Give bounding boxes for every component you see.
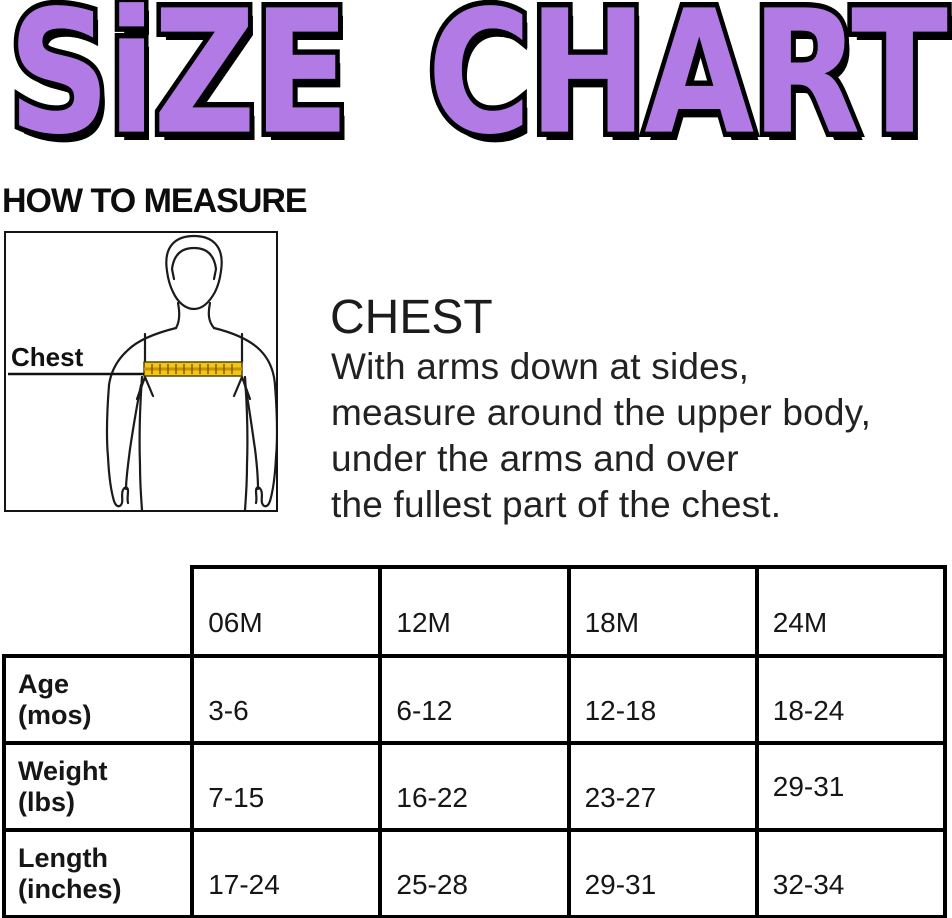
row-header-weight — [4, 743, 192, 830]
column-header-24m: 24M — [757, 567, 945, 656]
chest-instruction-line: the fullest part of the chest. — [331, 484, 782, 525]
table-cell: 32-34 — [757, 830, 945, 917]
table-cell: 29-31 — [569, 830, 757, 917]
title-word-chart: CHART — [427, 0, 945, 173]
size-table — [2, 565, 947, 918]
page-title — [8, 0, 945, 173]
row-header-length — [4, 830, 192, 917]
table-cell: 3-6 — [192, 656, 380, 743]
table-blank-corner — [4, 567, 192, 656]
title-word-size: SiZE — [8, 0, 347, 173]
column-header-18m: 18M — [569, 567, 757, 656]
figure-hairline — [172, 248, 216, 279]
figure-neck-right — [209, 303, 214, 328]
figure-torso-right — [245, 377, 247, 510]
figure-chest-label: Chest — [11, 342, 84, 372]
row-label: Weight — [18, 755, 108, 786]
column-header-06m: 06M — [192, 567, 380, 656]
column-header-12m: 12M — [380, 567, 568, 656]
table-row-length — [4, 830, 945, 917]
chest-instruction-line: under the arms and over — [331, 438, 739, 479]
table-row-weight — [4, 743, 945, 830]
table-cell: 29-31 — [757, 743, 945, 830]
table-cell: 16-22 — [380, 743, 568, 830]
row-label: Age — [18, 668, 70, 699]
torso-measure-illustration — [6, 233, 276, 510]
figure-underarm-marks — [137, 377, 250, 399]
row-label: Length — [18, 842, 108, 873]
figure-neck-left — [176, 303, 179, 328]
table-cell: 7-15 — [192, 743, 380, 830]
table-row-age — [4, 656, 945, 743]
row-header-age — [4, 656, 192, 743]
table-cell: 25-28 — [380, 830, 568, 917]
figure-arm-left — [107, 385, 128, 506]
row-unit: (mos) — [18, 699, 92, 730]
how-to-measure-heading: HOW TO MEASURE — [2, 182, 307, 220]
measure-figure-box — [4, 231, 278, 512]
chest-instructions — [331, 344, 952, 528]
table-cell: 12-18 — [569, 656, 757, 743]
chest-section-title: CHEST — [330, 291, 493, 344]
figure-armpit-lines — [145, 334, 242, 362]
row-unit: (lbs) — [18, 786, 75, 817]
table-cell: 6-12 — [380, 656, 568, 743]
chest-instruction-line: measure around the upper body, — [331, 392, 872, 433]
row-unit: (inches) — [18, 873, 122, 904]
figure-torso-left — [140, 377, 142, 510]
size-table-header-row — [4, 567, 945, 656]
table-cell: 23-27 — [569, 743, 757, 830]
table-cell: 18-24 — [757, 656, 945, 743]
table-cell: 17-24 — [192, 830, 380, 917]
chest-instruction-line: With arms down at sides, — [331, 346, 750, 387]
